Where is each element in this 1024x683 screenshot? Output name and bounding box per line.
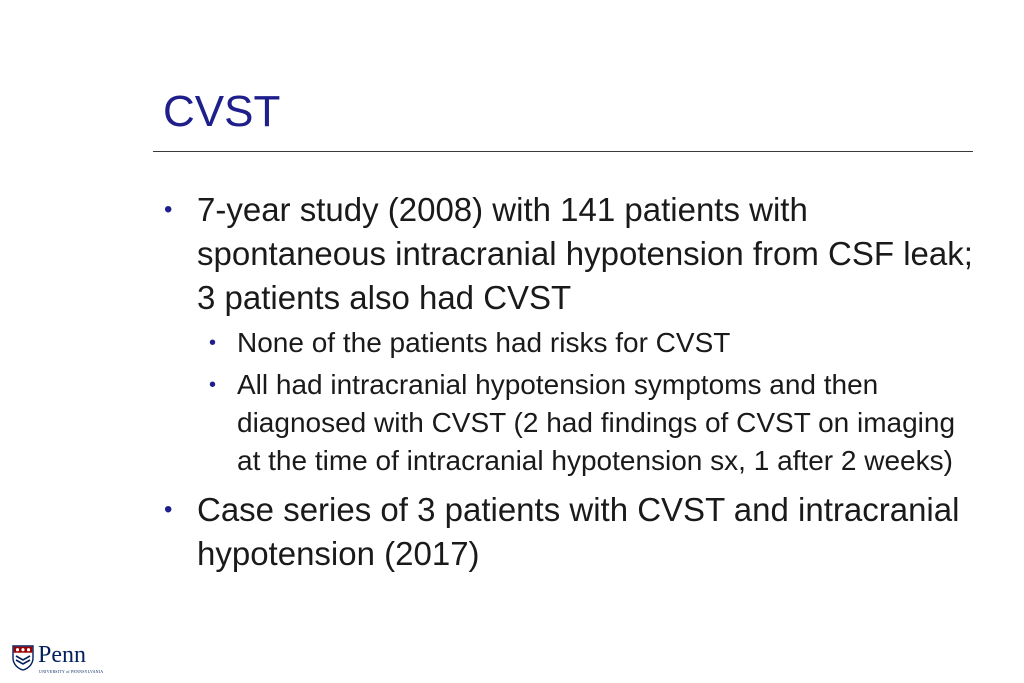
bullet-item [160, 488, 980, 576]
bullet-dot-icon: • [209, 374, 217, 396]
logo-wordmark: Penn [38, 642, 86, 668]
penn-shield-icon [12, 645, 34, 671]
bullet-text: Case series of 3 patients with CVST and intracranial hypotension (2017) [197, 491, 960, 572]
sub-bullet-text: All had intracranial hypotension symptoms and then diagnosed with CVST (2 had findings of CVST on imaging at the time of intracranial hypotension sx, 1 after 2 weeks) [237, 369, 956, 476]
bullet-dot-icon: • [164, 196, 173, 223]
bullet-dot-icon: • [164, 496, 173, 523]
logo-subtext: UNIVERSITY of PENNSYLVANIA [39, 669, 104, 674]
penn-logo [12, 642, 107, 675]
sub-bullet-item [160, 366, 980, 480]
title-divider [153, 151, 973, 152]
bullet-item [160, 188, 980, 320]
slide-body [160, 188, 980, 576]
slide-title: CVST [163, 87, 281, 136]
sub-bullet-item [160, 324, 980, 362]
bullet-text: 7-year study (2008) with 141 patients with spontaneous intracranial hypotension from CSF leak; 3 patients also had CVST [197, 191, 973, 316]
sub-bullet-text: None of the patients had risks for CVST [237, 327, 731, 358]
bullet-dot-icon: • [209, 332, 217, 354]
